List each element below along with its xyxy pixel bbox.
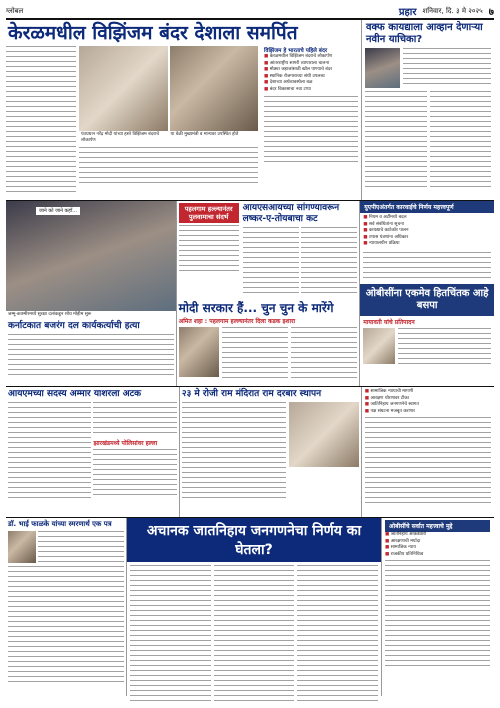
obc-box: ओबीसींना एकमेव हितचिंतक आहे बसपा bbox=[360, 284, 494, 316]
newspaper-logo: प्रहार bbox=[398, 7, 417, 18]
page-number: ७ bbox=[488, 7, 494, 18]
section-label: ग्लोबल bbox=[6, 6, 24, 15]
waqf-headline: वक्फ कायद्याला आव्हान देणाऱ्या नवीन याचिका? bbox=[366, 22, 483, 45]
lead-bullets: ■ केरळमधील विझिंजम बंदराचे लोकार्पण ■ आंतरराष्ट्रीय सागरी व्यापाराला चालना ■ मोठ्या जहाजांसाठी खोल पाण्याचे बंदर ■ स्थानिक रोजगाराच्या संधी उपलब्ध ■ देशाच्या अर्थव्यवस्थेला बळ ■ बंदर विकासाचा नवा टप्पा bbox=[264, 54, 358, 93]
modi-byline: अमित शहा : पहलगाम हल्ल्यानंतर दिला कडक इशारा bbox=[178, 318, 296, 325]
modi-headline: मोदी सरकार हैं... चुन चुन के मारेंगे bbox=[178, 301, 334, 315]
photo-caption-2: या वेळी मुख्यमंत्री व मान्यवर उपस्थित होते bbox=[170, 132, 239, 137]
ram-mandir-headline: २३ मे रोजी राम मंदिरात राम दरबार स्थापन bbox=[181, 389, 322, 399]
census-banner: अचानक जातनिहाय जनगणनेचा निर्णय का घेतला? bbox=[127, 518, 381, 562]
page-header bbox=[6, 4, 494, 20]
security-photo bbox=[6, 201, 176, 311]
sadan-headline: आयएमच्या सदस्य अम्मार याशरला अटक bbox=[8, 389, 142, 399]
author-photo bbox=[8, 531, 36, 563]
ism-headline: आयएसआयच्या सांगण्यावरून लष्कर-ए-तोयबाचा कट bbox=[242, 203, 340, 224]
pulwama-box: पहलगाम हल्ल्यानंतर पुलवामाचा संदर्भ bbox=[179, 203, 239, 223]
obc-issues-bullets: ■ जातनिहाय आकडेवारी ■ आरक्षणाची मर्यादा ■ सामाजिक न्याय ■ राजकीय प्रतिनिधित्व bbox=[385, 532, 490, 558]
lead-photo-2 bbox=[170, 46, 259, 131]
phalke-headline: डॉ. भाई फाळके यांच्या स्मरणार्थ एक पत्र bbox=[8, 520, 112, 528]
lead-photo-1 bbox=[79, 46, 168, 131]
photo-caption-1: पंतप्रधान नरेंद्र मोदी यांच्या हस्ते विझिंजम बंदराचे लोकार्पण bbox=[81, 132, 159, 143]
lead-continuation-text bbox=[79, 147, 258, 185]
upa-title: युएपीएअंतर्गत कारवाईचे निर्णय महत्त्वपूर्ण bbox=[360, 201, 494, 213]
bullets-title: विझिंजम हे भारताचे पहिले बंदर bbox=[264, 48, 328, 54]
photo-tag: जाने को जाने कहाँ... bbox=[36, 207, 80, 215]
karnataka-headline: कर्नाटकात बजरंग दल कार्यकर्त्याची हत्या bbox=[8, 321, 140, 331]
lead-headline: केरळमधील विझिंजम बंदर देशाला समर्पित bbox=[8, 22, 298, 44]
upa-bullets: ■ नियम व अटींमध्ये बदल ■ सर्व संबंधितांना सूचना ■ कायद्याचे काटेकोर पालन ■ तपास यंत्रणांना अधिकार ■ न्यायालयीन प्रक्रिया bbox=[360, 213, 494, 250]
amit-shah-photo bbox=[179, 327, 219, 377]
obc-bullets: ■ सामाजिक न्यायाची मागणी ■ आरक्षण धोरणावर टीका ■ जातिनिहाय जनगणनेचे स्वागत ■ पक्ष संघटना मजबूत करणार bbox=[365, 389, 491, 415]
obc-issues-title: ओबीसींचे सर्वात महत्त्वाचे मुद्दे bbox=[385, 520, 490, 532]
obc-byline: मायावती यांचे प्रतिपादन bbox=[363, 318, 415, 326]
mayawati-photo bbox=[363, 328, 395, 364]
court-photo bbox=[365, 48, 400, 88]
issue-date: शनिवार, दि. ३ मे २०२५ bbox=[422, 6, 483, 15]
jharkhand-label: झारखंडमध्ये पोलिसांवर हल्ला bbox=[93, 440, 158, 447]
lead-story-text bbox=[6, 46, 76, 196]
ram-mandir-photo bbox=[289, 402, 359, 467]
security-photo-caption: जम्मू-काश्मीरमध्ये सुरक्षा दलांकडून शोध मोहीम सुरू bbox=[8, 312, 92, 317]
